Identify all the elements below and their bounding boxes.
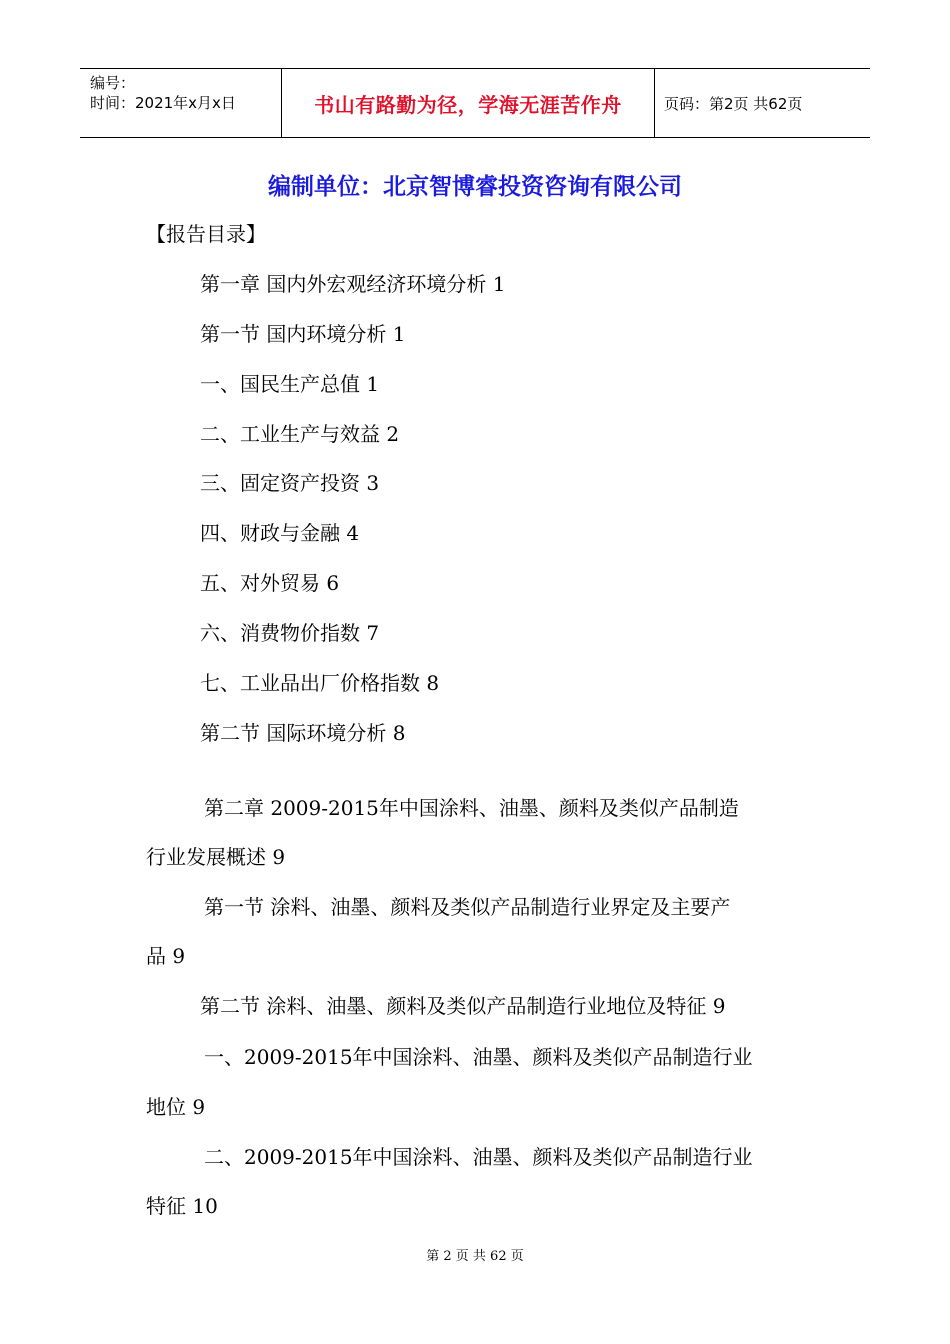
org-title: 编制单位：北京智博睿投资咨询有限公司 bbox=[268, 174, 682, 200]
toc-line: 品 9 bbox=[146, 944, 186, 968]
code-label: 编号： bbox=[90, 74, 136, 92]
toc-line: 地位 9 bbox=[146, 1095, 206, 1119]
toc-line: 二、2009-2015年中国涂料、油墨、颜料及类似产品制造行业 bbox=[204, 1145, 753, 1169]
toc-heading: 【报告目录】 bbox=[146, 222, 266, 246]
toc-line: 六、消费物价指数 7 bbox=[200, 621, 380, 645]
toc-line: 特征 10 bbox=[146, 1194, 218, 1218]
toc-line: 三、固定资产投资 3 bbox=[200, 471, 380, 495]
toc-line: 第二节 涂料、油墨、颜料及类似产品制造行业地位及特征 9 bbox=[200, 994, 726, 1018]
page-footer: 第 2 页 共 62 页 bbox=[426, 1249, 524, 1264]
toc-line: 七、工业品出厂价格指数 8 bbox=[200, 671, 440, 695]
toc-line: 一、国民生产总值 1 bbox=[200, 372, 380, 396]
header-meta bbox=[90, 73, 236, 113]
header-page-info: 页码：第2页 共62页 bbox=[664, 95, 803, 113]
toc-line: 行业发展概述 9 bbox=[146, 845, 286, 869]
time-label: 时间：2021年x月x日 bbox=[90, 94, 236, 112]
toc-line: 四、财政与金融 4 bbox=[200, 521, 360, 545]
page-header bbox=[80, 68, 870, 138]
toc-line: 第二章 2009-2015年中国涂料、油墨、颜料及类似产品制造 bbox=[204, 796, 739, 820]
toc-line: 五、对外贸易 6 bbox=[200, 571, 340, 595]
toc-line: 第一节 涂料、油墨、颜料及类似产品制造行业界定及主要产 bbox=[204, 895, 731, 919]
header-motto: 书山有路勤为径，学海无涯苦作舟 bbox=[314, 93, 622, 117]
toc-line: 第一节 国内环境分析 1 bbox=[200, 322, 406, 346]
toc-line: 二、工业生产与效益 2 bbox=[200, 422, 400, 446]
toc-line: 第二节 国际环境分析 8 bbox=[200, 721, 406, 745]
header-divider bbox=[654, 69, 655, 137]
toc-line: 一、2009-2015年中国涂料、油墨、颜料及类似产品制造行业 bbox=[204, 1045, 753, 1069]
toc-line: 第一章 国内外宏观经济环境分析 1 bbox=[200, 272, 506, 296]
